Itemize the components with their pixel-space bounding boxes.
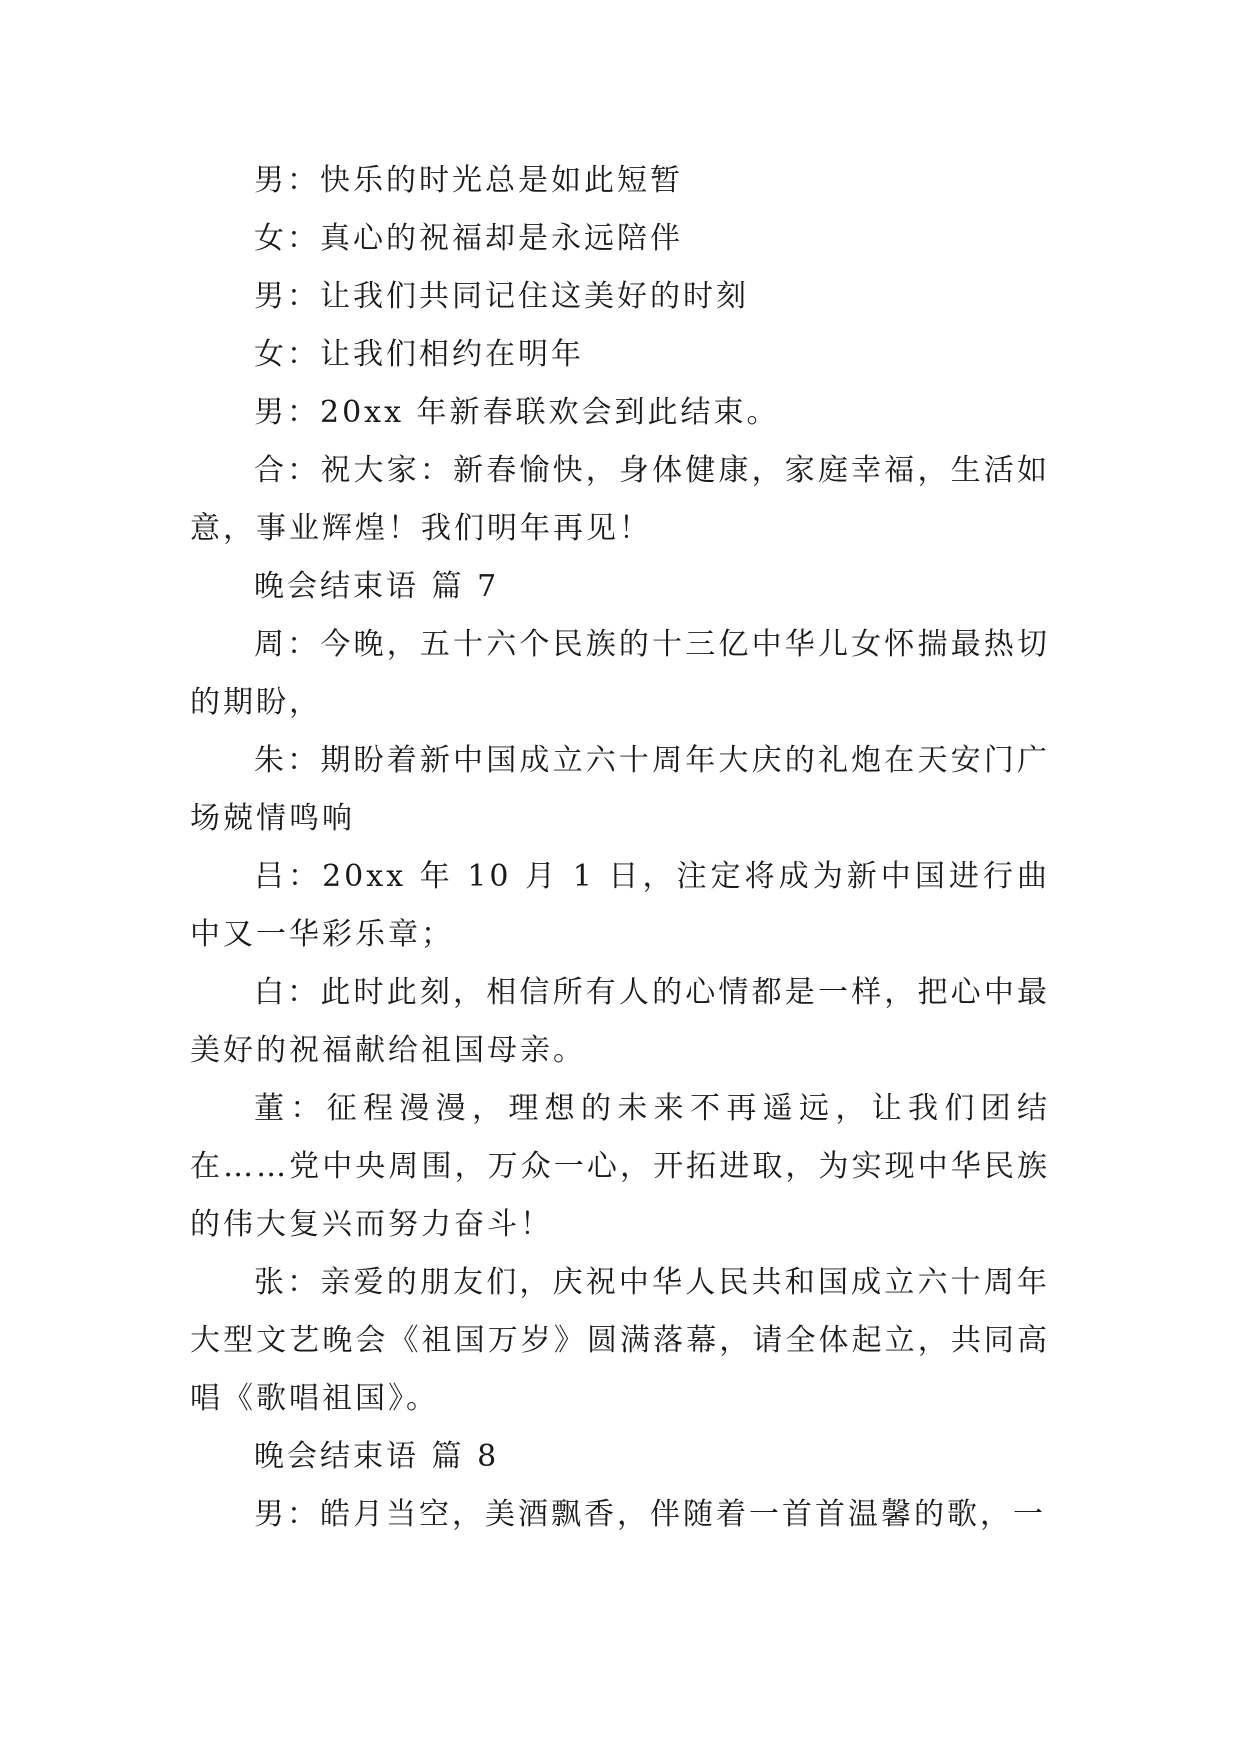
paragraph: 男：让我们共同记住这美好的时刻 [254, 279, 749, 314]
paragraph: 男：皓月当空，美酒飘香，伴随着一首首温馨的歌，一 [254, 1497, 1046, 1532]
paragraph: 朱：期盼着新中国成立六十周年大庆的礼炮在天安门广场兢情鸣响 [190, 743, 1050, 836]
paragraph: 周：今晚，五十六个民族的十三亿中华儿女怀揣最热切的期盼， [190, 627, 1050, 720]
paragraph: 男：快乐的时光总是如此短暂 [254, 163, 683, 198]
paragraph: 合：祝大家：新春愉快，身体健康，家庭幸福，生活如意，事业辉煌！我们明年再见！ [190, 453, 1050, 546]
section-heading: 晚会结束语 篇 8 [254, 1439, 500, 1474]
paragraph: 白：此时此刻，相信所有人的心情都是一样，把心中最美好的祝福献给祖国母亲。 [190, 975, 1050, 1068]
section-heading: 晚会结束语 篇 7 [254, 569, 500, 604]
paragraph: 吕：20xx 年 10 月 1 日，注定将成为新中国进行曲中又一华彩乐章； [190, 859, 1050, 952]
paragraph: 董：征程漫漫，理想的未来不再遥远，让我们团结在……党中央周围，万众一心，开拓进取，为实现中华民族的伟大复兴而努力奋斗！ [190, 1091, 1050, 1242]
paragraph: 张：亲爱的朋友们，庆祝中华人民共和国成立六十周年大型文艺晚会《祖国万岁》圆满落幕，请全体起立，共同高唱《歌唱祖国》。 [190, 1265, 1050, 1416]
document-body [190, 152, 1050, 1544]
paragraph: 女：真心的祝福却是永远陪伴 [254, 221, 683, 256]
paragraph: 男：20xx 年新春联欢会到此结束。 [254, 395, 780, 430]
paragraph: 女：让我们相约在明年 [254, 337, 584, 372]
